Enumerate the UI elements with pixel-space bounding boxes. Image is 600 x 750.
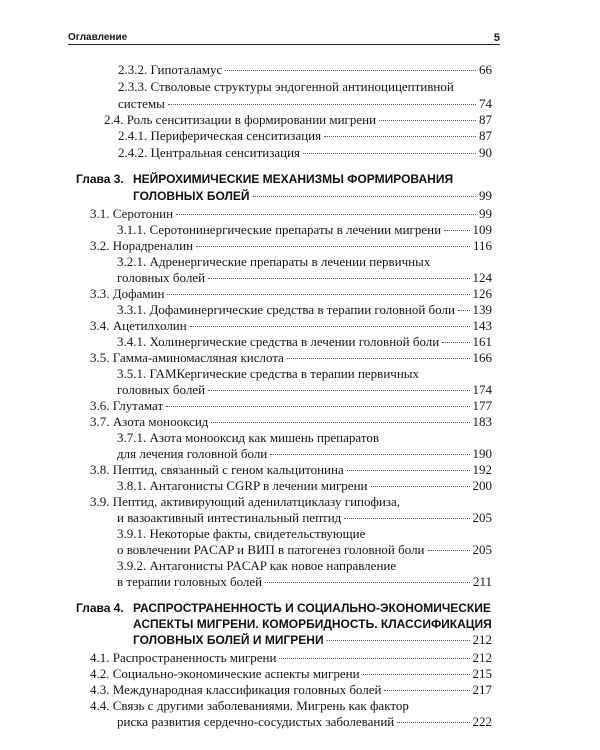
toc-entry: о вовлечении PACAP и ВИП в патогенез головной боли 205	[117, 542, 492, 557]
toc-entry-line: 3.9. Пептид, активирующий аденилатциклазу гипофиза,	[90, 494, 401, 509]
toc-entry: 3.1.1. Серотонинергические препараты в лечении мигрени 109	[117, 222, 492, 237]
running-header	[68, 26, 500, 44]
toc-entry: головных болей 174	[117, 382, 492, 397]
toc-entry: 3.1. Серотонин 99	[90, 206, 492, 221]
toc-entry: 3.4.1. Холинергические средства в лечении головной боли 161	[117, 334, 492, 349]
toc-entry-line: 3.5.1. ГАМКергические средства в терапии первичных	[117, 366, 420, 381]
toc-entry: 4.2. Социально-экономические аспекты мигрени 215	[90, 666, 492, 681]
chapter-title-line: РАСПРОСТРАНЕННОСТЬ И СОЦИАЛЬНО-ЭКОНОМИЧЕСКИЕ	[133, 601, 491, 615]
chapter-title-line: АСПЕКТЫ МИГРЕНИ. КОМОРБИДНОСТЬ. КЛАССИФИКАЦИЯ	[133, 617, 492, 631]
toc-entry: системы 74	[118, 96, 492, 111]
chapter-title-line: ГОЛОВНЫХ БОЛЕЙ И МИГРЕНИ 212	[133, 632, 492, 647]
toc-entry: 2.4. Роль сенситизации в формировании мигрени 87	[104, 112, 492, 127]
toc-entry: для лечения головной боли 190	[117, 446, 492, 461]
toc-entry: 2.3.2. Гипоталамус 66	[118, 62, 492, 77]
toc-entry: 3.3.1. Дофаминергические средства в терапии головной боли 139	[117, 302, 492, 317]
toc-entry: 3.4. Ацетилхолин 143	[90, 318, 492, 333]
toc-entry-line: 3.2.1. Адренергические препараты в лечении первичных	[117, 254, 431, 269]
toc-entry: в терапии головных болей 211	[117, 574, 492, 589]
toc-entry: 3.6. Глутамат 177	[90, 398, 492, 413]
toc-entry: 3.2. Норадреналин 116	[90, 238, 492, 253]
page-number: 5	[493, 32, 500, 44]
chapter-label: Глава 4.	[76, 601, 124, 615]
toc-entry-line: 2.3.3. Стволовые структуры эндогенной антиноцицептивной	[118, 79, 454, 94]
toc-entry: 3.8. Пептид, связанный с геном кальцитонина 192	[90, 462, 492, 477]
toc-entry: 4.3. Международная классификация головных болей 217	[90, 682, 492, 697]
toc-entry: 3.7. Азота монооксид 183	[90, 414, 492, 429]
toc-entry-line: 3.9.2. Антагонисты PACAP как новое направление	[117, 558, 397, 573]
header-rule	[68, 44, 500, 45]
toc-entry-line: 3.9.1. Некоторые факты, свидетельствующие	[117, 526, 366, 541]
toc-entry: 2.4.1. Периферическая сенситизация 87	[118, 128, 492, 143]
toc-entry-line: 3.7.1. Азота монооксид как мишень препаратов	[117, 430, 379, 445]
toc-entry: 3.8.1. Антагонисты CGRP в лечении мигрени 200	[117, 478, 492, 493]
toc-entry: 2.4.2. Центральная сенситизация 90	[118, 145, 492, 160]
chapter-title-line: НЕЙРОХИМИЧЕСКИЕ МЕХАНИЗМЫ ФОРМИРОВАНИЯ	[133, 172, 454, 186]
chapter-label: Глава 3.	[76, 172, 124, 186]
toc-entry: 3.5. Гамма-аминомасляная кислота 166	[90, 350, 492, 365]
toc-entry: 3.3. Дофамин 126	[90, 286, 492, 301]
toc-entry: 4.1. Распространенность мигрени 212	[90, 650, 492, 665]
toc-entry-line: 4.4. Связь с другими заболеваниями. Мигрень как фактор	[90, 698, 409, 713]
running-header-title: Оглавление	[68, 32, 128, 43]
toc-entry: риска развития сердечно-сосудистых заболеваний 222	[117, 714, 492, 729]
toc-entry: и вазоактивный интестинальный пептид 205	[117, 510, 492, 525]
chapter-title-line: ГОЛОВНЫХ БОЛЕЙ 99	[133, 188, 492, 203]
toc-entry: головных болей 124	[117, 270, 492, 285]
